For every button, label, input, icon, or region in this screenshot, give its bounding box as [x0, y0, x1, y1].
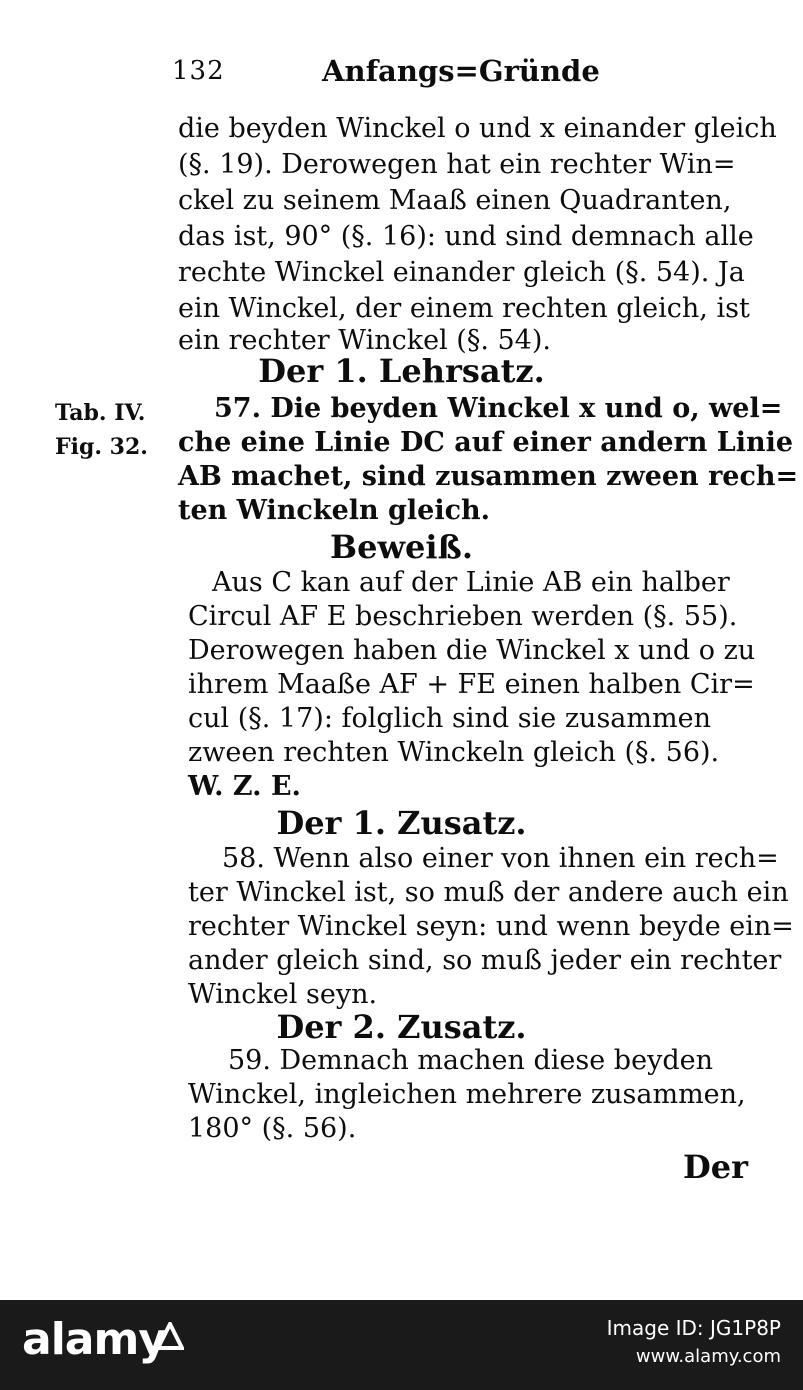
- corollary1-line: ander gleich sind, so muß jeder ein rechter: [188, 945, 782, 976]
- logo-mark-icon: [156, 1322, 184, 1350]
- margin-note-figure: Fig. 32.: [55, 434, 148, 460]
- corollary2-line: 180° (§. 56).: [188, 1113, 357, 1144]
- stock-footer-bar: [0, 1300, 803, 1390]
- corollary1-line: ter Winckel ist, so muß der andere auch ein: [188, 877, 789, 908]
- text-line: ein Winckel, der einem rechten gleich, ist: [178, 293, 750, 324]
- text-line: ckel zu seinem Maaß einen Quadranten,: [178, 185, 732, 216]
- stock-logo: alamy: [22, 1314, 166, 1365]
- page-number: 132: [172, 56, 225, 86]
- text-line: das ist, 90° (§. 16): und sind demnach alle: [178, 221, 754, 252]
- proof-line: Derowegen haben die Winckel x und o zu: [188, 635, 756, 666]
- proof-heading: Beweiß.: [330, 528, 473, 566]
- theorem-line: 57. Die beyden Winckel x und o, wel=: [214, 393, 783, 424]
- corollary2-line: Winckel, ingleichen mehrere zusammen,: [188, 1079, 746, 1110]
- theorem-line: AB machet, sind zusammen zween rech=: [178, 461, 799, 492]
- corollary2-line: 59. Demnach machen diese beyden: [228, 1045, 713, 1076]
- text-line: (§. 19). Derowegen hat ein rechter Win=: [178, 149, 736, 180]
- margin-note-table: Tab. IV.: [55, 400, 146, 426]
- catchword: Der: [683, 1148, 748, 1186]
- proof-line: cul (§. 17): folglich sind sie zusammen: [188, 703, 711, 734]
- proof-line: zween rechten Winckeln gleich (§. 56).: [188, 737, 720, 768]
- corollary1-line: 58. Wenn also einer von ihnen ein rech=: [222, 843, 779, 874]
- proof-qed: W. Z. E.: [188, 771, 301, 802]
- text-line: rechte Winckel einander gleich (§. 54). Ja: [178, 257, 745, 288]
- proof-line: Circul AF E beschrieben werden (§. 55).: [188, 601, 738, 632]
- stock-url: www.alamy.com: [635, 1346, 781, 1367]
- theorem-heading: Der 1. Lehrsatz.: [258, 352, 545, 390]
- proof-line: ihrem Maaße AF + FE einen halben Cir=: [188, 669, 755, 700]
- proof-line: Aus C kan auf der Linie AB ein halber: [212, 567, 730, 598]
- corollary1-heading: Der 1. Zusatz.: [276, 804, 527, 842]
- corollary2-heading: Der 2. Zusatz.: [276, 1008, 527, 1046]
- theorem-line: che eine Linie DC auf einer andern Linie: [178, 427, 794, 458]
- running-title: Anfangs=Gründe: [322, 54, 600, 88]
- text-line: ein rechter Winckel (§. 54).: [178, 325, 551, 356]
- theorem-line: ten Winckeln gleich.: [178, 495, 491, 526]
- corollary1-line: rechter Winckel seyn: und wenn beyde ein=: [188, 911, 794, 942]
- image-id: Image ID: JG1P8P: [606, 1316, 781, 1340]
- corollary1-line: Winckel seyn.: [188, 979, 378, 1010]
- text-line: die beyden Winckel o und x einander gleich: [178, 113, 777, 144]
